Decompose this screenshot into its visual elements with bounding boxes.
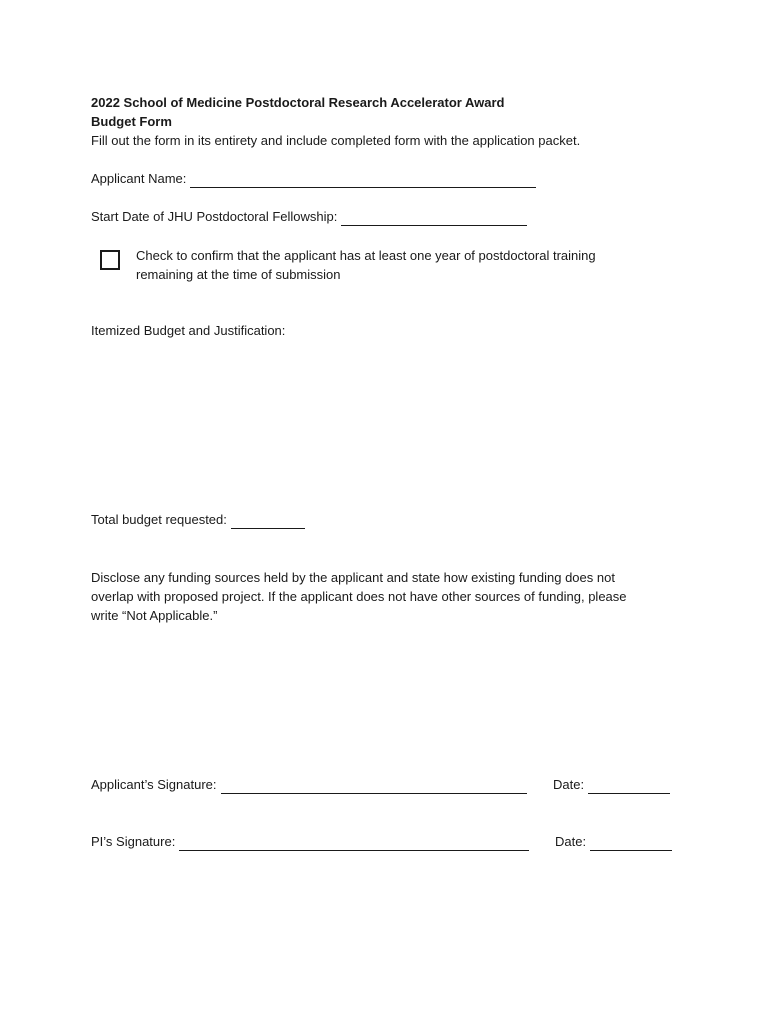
checkbox-label: [136, 246, 676, 284]
disclose-line-2: overlap with proposed project. If the applicant does not have other sources of funding, please: [91, 589, 627, 604]
total-budget-field[interactable]: [231, 514, 305, 529]
disclose-line-3: write “Not Applicable.”: [91, 608, 218, 623]
applicant-name-row: [91, 170, 536, 188]
postdoc-training-checkbox[interactable]: [100, 250, 120, 270]
budget-heading: Itemized Budget and Justification:: [91, 323, 286, 338]
checkbox-label-line-2: remaining at the time of submission: [136, 267, 341, 282]
disclose-line-1: Disclose any funding sources held by the applicant and state how existing funding does not: [91, 570, 615, 585]
applicant-date-field[interactable]: [588, 779, 670, 794]
form-subtitle: Budget Form: [91, 114, 172, 129]
pi-signature-row: [91, 833, 529, 851]
applicant-signature-field[interactable]: [221, 779, 527, 794]
total-budget-label: Total budget requested:: [91, 512, 227, 527]
applicant-signature-label: Applicant’s Signature:: [91, 777, 217, 792]
form-title: 2022 School of Medicine Postdoctoral Research Accelerator Award: [91, 95, 505, 110]
pi-signature-field[interactable]: [179, 836, 529, 851]
pi-date-field[interactable]: [590, 836, 672, 851]
pi-date-label: Date:: [555, 834, 587, 849]
applicant-name-label: Applicant Name:: [91, 171, 187, 186]
checkbox-label-line-1: Check to confirm that the applicant has at least one year of postdoctoral training: [136, 248, 596, 263]
applicant-date-row: [553, 776, 670, 794]
pi-signature-label: PI’s Signature:: [91, 834, 176, 849]
form-instructions: Fill out the form in its entirety and include completed form with the application packet.: [91, 133, 581, 148]
applicant-date-label: Date:: [553, 777, 585, 792]
disclose-funding-paragraph: [91, 568, 681, 625]
total-budget-row: [91, 511, 305, 529]
start-date-field[interactable]: [341, 211, 527, 226]
start-date-label: Start Date of JHU Postdoctoral Fellowship:: [91, 209, 338, 224]
applicant-name-field[interactable]: [190, 173, 536, 188]
pi-date-row: [555, 833, 672, 851]
start-date-row: [91, 208, 527, 226]
applicant-signature-row: [91, 776, 527, 794]
